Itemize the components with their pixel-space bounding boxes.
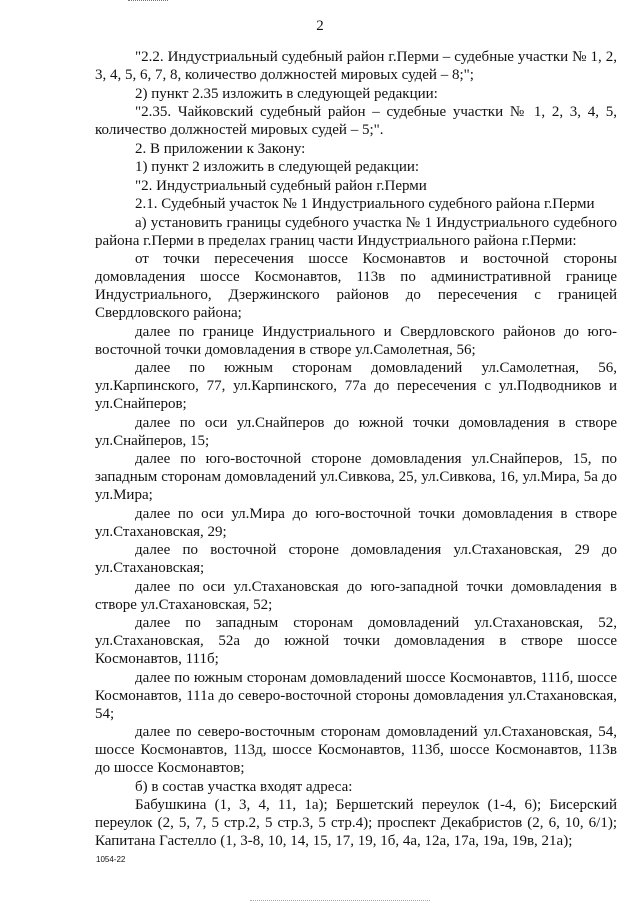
- paragraph: далее по оси ул.Мира до юго-восточной точки домовладения в створе ул.Стахановская, 29;: [95, 505, 617, 540]
- paragraph: "2.35. Чайковский судебный район – судебные участки № 1, 2, 3, 4, 5, количество должностей мировых судей – 5;".: [95, 104, 617, 138]
- paragraph: а) установить границы судебного участка № 1 Индустриального судебного района г.Перми в пределах границ части Индустриального района г.Перми:: [95, 214, 617, 249]
- paragraph: Бабушкина (1, 3, 4, 11, 1а); Бершетский переулок (1-4, 6); Бисерский переулок (2, 5, 7, 5 стр.2, 5 стр.3, 5 стр.4); проспект Декабристов (2, 6, 10, 6/1); Капитана Гастелло (1, 3-8, 10, 14, 15, 17, 19, 1б, 4а, 12а, 17а, 19а, 19в, 21а);: [95, 797, 617, 849]
- paragraph: "2.2. Индустриальный судебный район г.Перми – судебные участки № 1, 2, 3, 4, 5, 6, 7, 8, количество должностей мировых судей – 8;";: [95, 49, 617, 83]
- document-code: 1054-22: [96, 855, 126, 864]
- scan-top-mark: [128, 0, 168, 3]
- paragraph: "2. Индустриальный судебный район г.Перми: [135, 177, 427, 194]
- page-number: 2: [316, 18, 324, 34]
- paragraph: 2. В приложении к Закону:: [135, 140, 306, 157]
- paragraph: далее по западным сторонам домовладений ул.Стахановская, 52, ул.Стахановская, 52а до южной точки домовладения в створе шоссе Космонавтов, 111б;: [95, 615, 617, 667]
- paragraph: б) в состав участка входят адреса:: [135, 778, 353, 795]
- scan-bottom-mark: [250, 900, 430, 903]
- paragraph: далее по южным сторонам домовладений шоссе Космонавтов, 111б, шоссе Космонавтов, 111а до северо-восточной стороны домовладения ул.Стахановская, 54;: [95, 669, 617, 722]
- paragraph: далее по северо-восточным сторонам домовладений ул.Стахановская, 54, шоссе Космонавтов, 113д, шоссе Космонавтов, 113б, шоссе Космонавтов, 113в до шоссе Космонавтов;: [95, 724, 617, 776]
- paragraph: 2.1. Судебный участок № 1 Индустриального судебного района г.Перми: [135, 196, 595, 212]
- paragraph: от точки пересечения шоссе Космонавтов и восточной стороны домовладения шоссе Космонавтов, 113в по административной границе Индустриального, Дзержинского районов до пересечения с границей Свердловского района;: [95, 251, 617, 321]
- paragraph: далее по южным сторонам домовладений ул.Самолетная, 56, ул.Карпинского, 77, ул.Карпинского, 77а до пересечения с ул.Подводников и ул.Снайперов;: [95, 360, 617, 412]
- paragraph: 2) пункт 2.35 изложить в следующей редакции:: [135, 85, 438, 102]
- paragraph: далее по оси ул.Снайперов до южной точки домовладения в створе ул.Снайперов, 15;: [95, 414, 617, 449]
- paragraph: далее по юго-восточной стороне домовладения ул.Снайперов, 15, по западным сторонам домовладений ул.Сивкова, 25, ул.Сивкова, 16, ул.Мира, 5а до ул.Мира;: [95, 451, 617, 503]
- paragraph: далее по границе Индустриального и Свердловского районов до юго-восточной точки домовладения в створе ул.Самолетная, 56;: [95, 323, 617, 358]
- paragraph: далее по оси ул.Стахановская до юго-западной точки домовладения в створе ул.Стахановская, 52;: [95, 578, 617, 613]
- paragraph: далее по восточной стороне домовладения ул.Стахановская, 29 до ул.Стахановская;: [95, 542, 617, 576]
- document-body: [95, 48, 617, 851]
- paragraph: 1) пункт 2 изложить в следующей редакции:: [135, 159, 420, 175]
